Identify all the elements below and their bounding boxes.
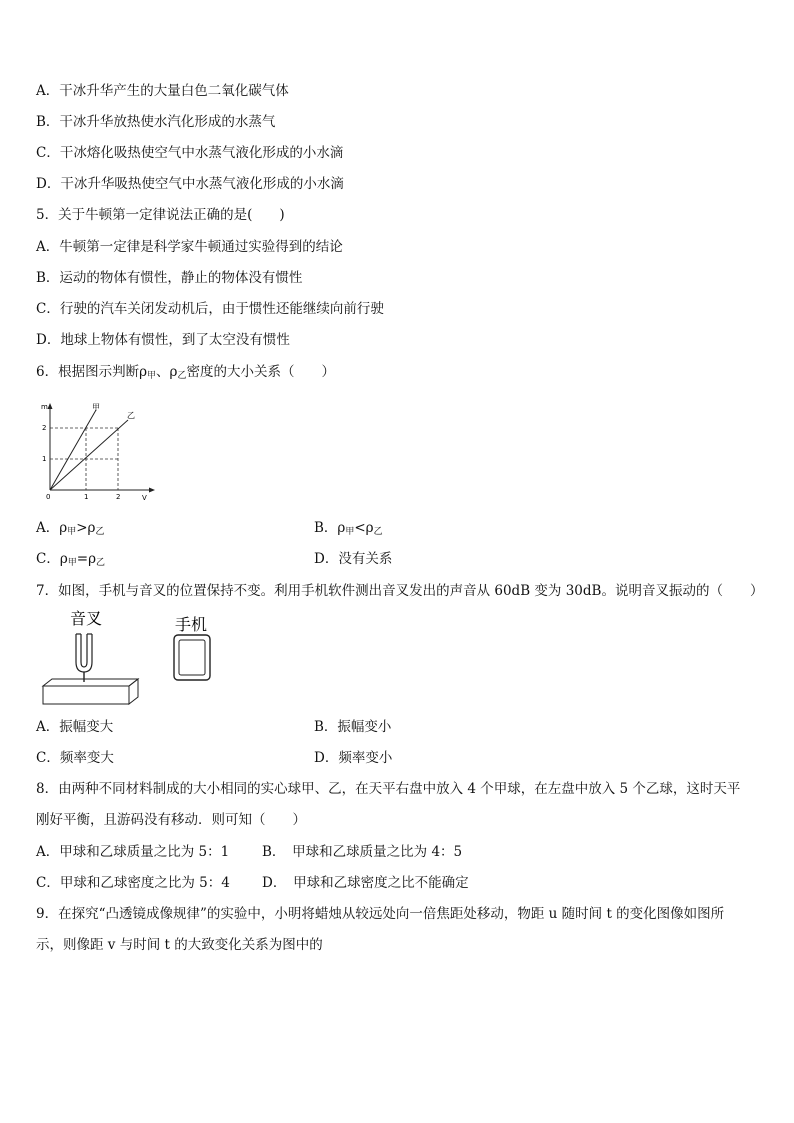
fork-label: 音叉: [70, 609, 103, 628]
q6-b-mid: <ρ: [354, 520, 374, 536]
q6-a-sub-jia: 甲: [67, 527, 77, 537]
q6-c-mid: =ρ: [76, 551, 97, 567]
q5-option-d: D．地球上物体有惯性，到了太空没有惯性: [36, 332, 290, 348]
q6-option-b: [314, 519, 383, 541]
graph-line-label-yi: 乙: [127, 411, 135, 420]
q6-c-sub-yi: 乙: [96, 558, 106, 568]
q6-option-c: [36, 550, 105, 572]
phone-label: 手机: [175, 615, 208, 634]
q9-stem-line2: 示，则像距 v 与时间 t 的大致变化关系为图中的: [36, 937, 323, 953]
q6-b-sub-jia: 甲: [345, 527, 355, 537]
q7-stem: 7．如图，手机与音叉的位置保持不变。利用手机软件测出音叉发出的声音从 60dB 变为 30dB。说明音叉振动的（ ）: [36, 583, 764, 599]
q7-option-d: D．频率变小: [314, 750, 393, 766]
q9-stem-line1: 9．在探究“凸透镜成像规律”的实验中，小明将蜡烛从较远处向一倍焦距处移动，物距 u 随时间 t 的变化图像如图所: [36, 906, 725, 922]
q6-c-pre: C．ρ: [36, 551, 68, 567]
q6-c-sub-jia: 甲: [67, 558, 77, 568]
q5-option-c: C．行驶的汽车关闭发动机后，由于惯性还能继续向前行驶: [36, 301, 384, 317]
q4-option-d: D．干冰升华吸热使空气中水蒸气液化形成的小水滴: [36, 176, 344, 192]
q6-stem-pre: 6．根据图示判断ρ: [36, 364, 148, 380]
q8-option-b: B． 甲球和乙球质量之比为 4：5: [262, 844, 463, 860]
q4-option-a: A．干冰升华产生的大量白色二氧化碳气体: [36, 83, 289, 99]
q6-a-pre: A．ρ: [36, 520, 68, 536]
q6-a-mid: >ρ: [76, 520, 96, 536]
q4-option-c: C．干冰熔化吸热使空气中水蒸气液化形成的小水滴: [36, 145, 344, 161]
q8-option-d: D． 甲球和乙球密度之比不能确定: [262, 875, 469, 891]
graph-y-axis-label: m: [41, 403, 48, 411]
q6-stem-sub-yi: 乙: [177, 371, 187, 381]
graph-y-tick-2: 2: [42, 424, 47, 432]
q8-stem-line2: 刚好平衡，且游码没有移动．则可知（ ）: [36, 812, 306, 828]
q6-stem: [36, 363, 335, 385]
graph-x-tick-2: 2: [116, 493, 121, 501]
q6-a-sub-yi: 乙: [95, 527, 105, 537]
q5-option-a: A．牛顿第一定律是科学家牛顿通过实验得到的结论: [36, 239, 343, 255]
q8-stem-line1: 8．由两种不同材料制成的大小相同的实心球甲、乙，在天平右盘中放入 4 个甲球，在左盘中放入 5 个乙球，这时天平: [36, 781, 741, 797]
q6-stem-mid: 、ρ: [156, 364, 178, 380]
q5-stem: 5．关于牛顿第一定律说法正确的是( ): [36, 207, 285, 223]
q6-mass-volume-graph: [36, 398, 166, 503]
q6-b-sub-yi: 乙: [373, 527, 383, 537]
q7-option-b: B．振幅变小: [314, 719, 392, 735]
q6-stem-post: 密度的大小关系（ ）: [186, 364, 335, 380]
graph-x-tick-1: 1: [84, 493, 89, 501]
q8-option-a: A．甲球和乙球质量之比为 5：1: [36, 844, 230, 860]
graph-line-label-jia: 甲: [92, 403, 100, 412]
q7-option-c: C．频率变大: [36, 750, 114, 766]
graph-x-axis-label: V: [142, 494, 147, 502]
q8-option-c: C．甲球和乙球密度之比为 5：4: [36, 875, 230, 891]
q6-stem-sub-jia: 甲: [147, 371, 157, 381]
q6-option-d: D．没有关系: [314, 551, 393, 567]
q6-b-pre: B．ρ: [314, 520, 346, 536]
q5-option-b: B．运动的物体有惯性，静止的物体没有惯性: [36, 270, 303, 286]
graph-origin-label: 0: [46, 493, 51, 501]
q4-option-b: B．干冰升华放热使水汽化形成的水蒸气: [36, 114, 276, 130]
q7-option-a: A．振幅变大: [36, 719, 114, 735]
q6-option-a: [36, 519, 104, 541]
q7-tuning-fork-phone-figure: [38, 606, 228, 710]
graph-y-tick-1: 1: [42, 455, 47, 463]
